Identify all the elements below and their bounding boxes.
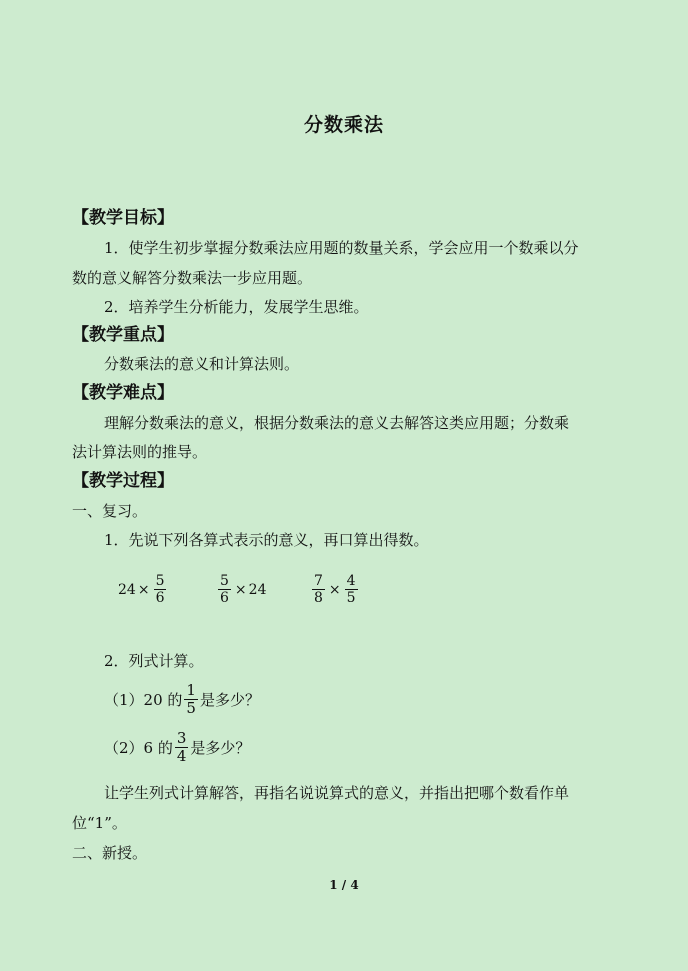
question-2-suffix: 是多少？	[190, 738, 251, 757]
new-lesson-heading: 二、新授。	[72, 844, 148, 862]
goal-1-line-1: 1．使学生初步掌握分数乘法应用题的数量关系，学会应用一个数乘以分	[104, 239, 579, 257]
question-1	[104, 682, 260, 717]
expression-1	[118, 573, 168, 606]
numerator: 5	[220, 573, 229, 589]
page-number: 1 / 4	[329, 878, 359, 892]
question-1-prefix: （1）20 的	[104, 690, 183, 709]
fraction	[154, 573, 167, 606]
fraction	[175, 730, 189, 765]
fraction	[345, 573, 358, 606]
fraction	[218, 573, 231, 606]
denominator: 6	[220, 590, 229, 606]
difficulty-line-1: 理解分数乘法的意义，根据分数乘法的意义去解答这类应用题；分数乘	[104, 414, 570, 432]
multiply-sign: ×	[328, 581, 341, 598]
multiply-sign: ×	[137, 581, 150, 598]
expression-3	[310, 573, 360, 606]
process-heading: 【教学过程】	[72, 471, 174, 491]
key-heading: 【教学重点】	[72, 325, 174, 345]
denominator: 6	[155, 590, 165, 606]
review-item-2: 2．列式计算。	[104, 652, 204, 670]
goal-2: 2．培养学生分析能力，发展学生思维。	[104, 298, 369, 316]
question-2-prefix: （2）6 的	[104, 738, 173, 757]
numerator: 5	[155, 573, 165, 589]
expression-2	[216, 573, 266, 606]
multiply-sign: ×	[234, 581, 247, 598]
numerator: 3	[176, 729, 187, 747]
denominator: 5	[186, 699, 196, 717]
numerator: 7	[314, 573, 323, 589]
fraction	[184, 682, 198, 717]
explain-line-1: 让学生列式计算解答，再指名说说算式的意义，并指出把哪个数看作单	[104, 784, 570, 802]
fraction	[312, 573, 325, 606]
explain-line-2: 位“1”。	[72, 814, 127, 832]
question-1-suffix: 是多少？	[199, 690, 260, 709]
key-text: 分数乘法的意义和计算法则。	[104, 355, 300, 373]
numerator: 4	[346, 573, 356, 589]
denominator: 8	[314, 590, 323, 606]
denominator: 5	[346, 590, 356, 606]
review-heading: 一、复习。	[72, 502, 148, 520]
goal-1-line-2: 数的意义解答分数乘法一步应用题。	[72, 269, 313, 287]
numerator: 1	[186, 681, 196, 699]
expression-2-whole: 24	[248, 581, 267, 598]
page-title: 分数乘法	[303, 114, 384, 136]
difficulty-line-2: 法计算法则的推导。	[72, 443, 208, 461]
question-2	[104, 730, 250, 765]
difficulty-heading: 【教学难点】	[72, 383, 174, 403]
review-item-1: 1．先说下列各算式表示的意义，再口算出得数。	[104, 531, 429, 549]
denominator: 4	[176, 747, 187, 765]
goals-heading: 【教学目标】	[72, 208, 174, 228]
expression-1-whole: 24	[118, 581, 136, 598]
